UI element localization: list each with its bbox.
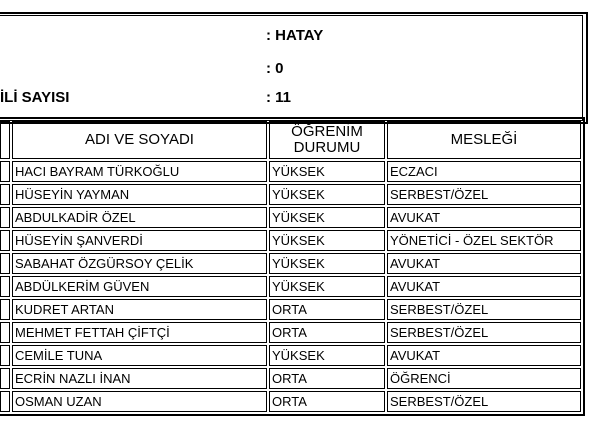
- row-index-cell: [0, 391, 10, 412]
- header-index-cell: [0, 121, 10, 159]
- table-row: [0, 184, 581, 205]
- education-cell: YÜKSEK: [269, 184, 385, 205]
- name-cell: SABAHAT ÖZGÜRSOY ÇELİK: [12, 253, 267, 274]
- table-row: [0, 276, 581, 297]
- province-value: : HATAY: [266, 27, 324, 44]
- profession-cell: SERBEST/ÖZEL: [387, 299, 581, 320]
- name-cell: CEMİLE TUNA: [12, 345, 267, 366]
- table-row: [0, 368, 581, 389]
- row-index-cell: [0, 230, 10, 251]
- education-cell: YÜKSEK: [269, 253, 385, 274]
- name-cell: ABDULKADİR ÖZEL: [12, 207, 267, 228]
- education-cell: ORTA: [269, 368, 385, 389]
- row-index-cell: [0, 322, 10, 343]
- row-index-cell: [0, 207, 10, 228]
- education-cell: ORTA: [269, 322, 385, 343]
- education-cell: YÜKSEK: [269, 345, 385, 366]
- table-row: [0, 207, 581, 228]
- row-index-cell: [0, 184, 10, 205]
- profession-cell: SERBEST/ÖZEL: [387, 322, 581, 343]
- table-row: [0, 345, 581, 366]
- profession-cell: ECZACI: [387, 161, 581, 182]
- table-row: [0, 253, 581, 274]
- name-cell: MEHMET FETTAH ÇİFTÇİ: [12, 322, 267, 343]
- education-cell: ORTA: [269, 391, 385, 412]
- count-label: İLİ SAYISI: [0, 89, 70, 106]
- row-index-cell: [0, 253, 10, 274]
- header-education-line2: DURUMU: [293, 139, 361, 156]
- header-row: [0, 121, 581, 159]
- row-index-cell: [0, 368, 10, 389]
- profession-cell: AVUKAT: [387, 345, 581, 366]
- table-row: [0, 322, 581, 343]
- count-value: : 11: [266, 89, 292, 106]
- profession-cell: AVUKAT: [387, 207, 581, 228]
- education-cell: YÜKSEK: [269, 276, 385, 297]
- table-row: [0, 161, 581, 182]
- row-index-cell: [0, 276, 10, 297]
- education-cell: ORTA: [269, 299, 385, 320]
- education-cell: YÜKSEK: [269, 207, 385, 228]
- name-cell: KUDRET ARTAN: [12, 299, 267, 320]
- row-index-cell: [0, 299, 10, 320]
- profession-cell: YÖNETİCİ - ÖZEL SEKTÖR: [387, 230, 581, 251]
- members-table: [0, 117, 585, 416]
- name-cell: ABDÜLKERİM GÜVEN: [12, 276, 267, 297]
- education-cell: YÜKSEK: [269, 230, 385, 251]
- second-value: : 0: [266, 60, 284, 77]
- profession-cell: SERBEST/ÖZEL: [387, 184, 581, 205]
- name-cell: OSMAN UZAN: [12, 391, 267, 412]
- row-index-cell: [0, 345, 10, 366]
- name-cell: HÜSEYİN YAYMAN: [12, 184, 267, 205]
- education-cell: YÜKSEK: [269, 161, 385, 182]
- header-profession: MESLEĞİ: [387, 121, 581, 159]
- name-cell: HACI BAYRAM TÜRKOĞLU: [12, 161, 267, 182]
- table-row: [0, 230, 581, 251]
- table-row: [0, 391, 581, 412]
- name-cell: ECRİN NAZLI İNAN: [12, 368, 267, 389]
- profession-cell: ÖĞRENCİ: [387, 368, 581, 389]
- header-education: [269, 121, 385, 159]
- header-name: ADI VE SOYADI: [12, 121, 267, 159]
- header-education-line1: ÖĞRENİM: [291, 123, 363, 140]
- name-cell: HÜSEYİN ŞANVERDİ: [12, 230, 267, 251]
- profession-cell: AVUKAT: [387, 253, 581, 274]
- table-row: [0, 299, 581, 320]
- row-index-cell: [0, 161, 10, 182]
- profession-cell: SERBEST/ÖZEL: [387, 391, 581, 412]
- profession-cell: AVUKAT: [387, 276, 581, 297]
